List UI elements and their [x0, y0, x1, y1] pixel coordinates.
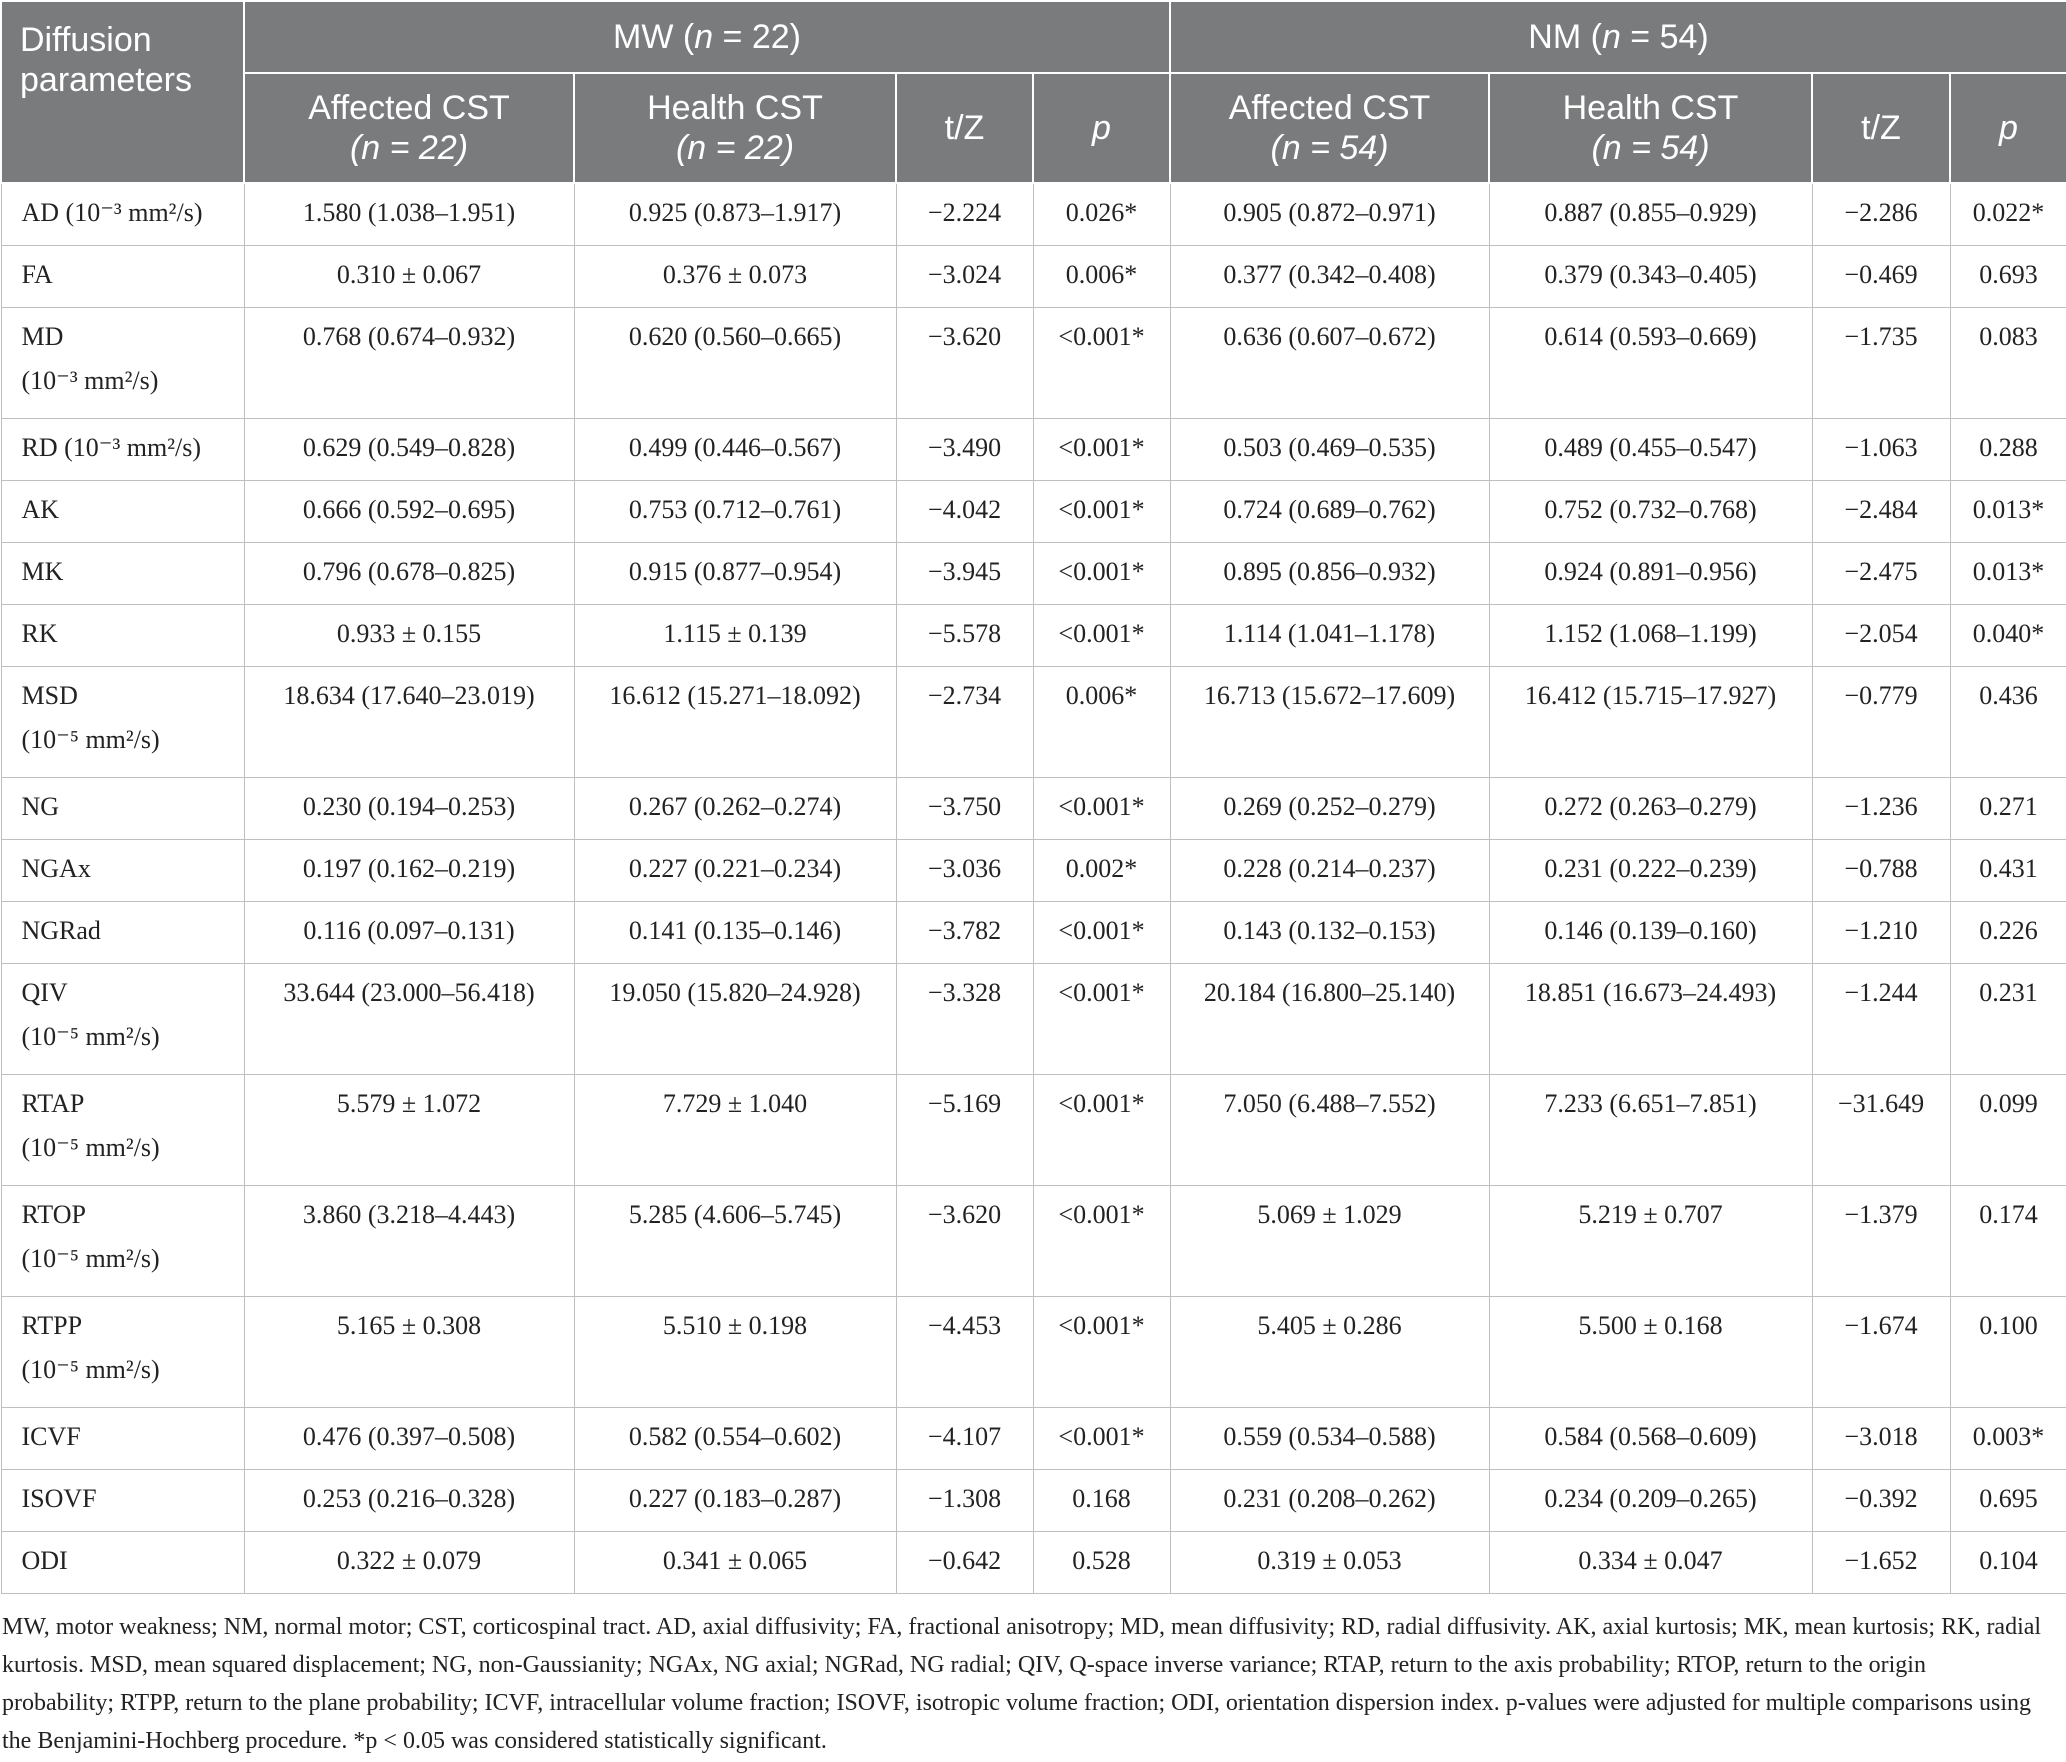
cell-mw-affected: 5.165 ± 0.308 [244, 1296, 574, 1407]
table-row [1, 1074, 2066, 1185]
cell-nm-health: 0.146 (0.139–0.160) [1489, 901, 1812, 963]
cell-nm-tz: −1.236 [1812, 777, 1950, 839]
cell-nm-tz: −2.054 [1812, 604, 1950, 666]
group-nm-label: NM ( [1528, 18, 1602, 56]
cell-mw-affected: 0.310 ± 0.067 [244, 245, 574, 307]
cell-nm-tz: −2.475 [1812, 542, 1950, 604]
cell-mw-health: 5.510 ± 0.198 [574, 1296, 896, 1407]
param-label: ICVF [21, 1421, 81, 1451]
cell-mw-tz: −3.024 [896, 245, 1033, 307]
cell-nm-affected: 0.636 (0.607–0.672) [1170, 307, 1489, 418]
param-label: NGRad [21, 915, 101, 945]
cell-nm-tz: −1.652 [1812, 1531, 1950, 1593]
col-header-mw-affected [244, 73, 574, 183]
col-header-mw-p [1033, 73, 1170, 183]
cell-nm-affected: 0.559 (0.534–0.588) [1170, 1407, 1489, 1469]
cell-nm-health: 0.379 (0.343–0.405) [1489, 245, 1812, 307]
param-label: RTPP [21, 1310, 83, 1340]
group-nm-n: n [1601, 18, 1621, 56]
cell-mw-p: 0.528 [1033, 1531, 1170, 1593]
cell-mw-health: 0.227 (0.183–0.287) [574, 1469, 896, 1531]
cell-mw-p: 0.002* [1033, 839, 1170, 901]
cell-mw-p: <0.001* [1033, 1074, 1170, 1185]
cell-nm-p: 0.695 [1950, 1469, 2066, 1531]
cell-mw-p: <0.001* [1033, 480, 1170, 542]
table-row [1, 777, 2066, 839]
param-name [1, 1296, 244, 1407]
col-header-mw-health [574, 73, 896, 183]
table-row [1, 1296, 2066, 1407]
cell-mw-health: 0.227 (0.221–0.234) [574, 839, 896, 901]
table-row [1, 542, 2066, 604]
col-header-title: Health CST [647, 89, 823, 127]
table-row [1, 604, 2066, 666]
cell-mw-tz: −2.734 [896, 666, 1033, 777]
cell-nm-affected: 7.050 (6.488–7.552) [1170, 1074, 1489, 1185]
param-label: MD [21, 321, 64, 351]
param-name [1, 307, 244, 418]
param-name [1, 777, 244, 839]
cell-mw-health: 5.285 (4.606–5.745) [574, 1185, 896, 1296]
table-row [1, 901, 2066, 963]
table-row [1, 1469, 2066, 1531]
cell-nm-health: 0.887 (0.855–0.929) [1489, 183, 1812, 245]
cell-nm-health: 16.412 (15.715–17.927) [1489, 666, 1812, 777]
table-row [1, 183, 2066, 245]
param-label: MK [21, 556, 64, 586]
cell-nm-health: 0.924 (0.891–0.956) [1489, 542, 1812, 604]
col-header-nm-tz [1812, 73, 1950, 183]
cell-nm-p: 0.100 [1950, 1296, 2066, 1407]
cell-mw-tz: −4.042 [896, 480, 1033, 542]
cell-mw-p: <0.001* [1033, 418, 1170, 480]
param-name [1, 245, 244, 307]
cell-mw-affected: 0.253 (0.216–0.328) [244, 1469, 574, 1531]
cell-mw-affected: 3.860 (3.218–4.443) [244, 1185, 574, 1296]
col-header-mw-tz [896, 73, 1033, 183]
param-label: RK [21, 618, 58, 648]
col-header-title: t/Z [1861, 109, 1901, 147]
cell-mw-affected: 1.580 (1.038–1.951) [244, 183, 574, 245]
col-header-nm-health [1489, 73, 1812, 183]
cell-nm-p: 0.083 [1950, 307, 2066, 418]
param-name [1, 542, 244, 604]
cell-mw-affected: 0.629 (0.549–0.828) [244, 418, 574, 480]
cell-nm-p: 0.013* [1950, 480, 2066, 542]
cell-nm-tz: −2.484 [1812, 480, 1950, 542]
group-mw-label: MW ( [613, 18, 695, 56]
param-label: AK [21, 494, 60, 524]
cell-nm-tz: −1.063 [1812, 418, 1950, 480]
param-unit: (10⁻⁵ mm²/s) [21, 1021, 160, 1051]
cell-nm-affected: 20.184 (16.800–25.140) [1170, 963, 1489, 1074]
cell-mw-p: <0.001* [1033, 963, 1170, 1074]
cell-mw-tz: −3.036 [896, 839, 1033, 901]
table-row [1, 307, 2066, 418]
table-row [1, 418, 2066, 480]
cell-nm-affected: 16.713 (15.672–17.609) [1170, 666, 1489, 777]
cell-nm-affected: 0.377 (0.342–0.408) [1170, 245, 1489, 307]
table-footnote: MW, motor weakness; NM, normal motor; CST, corticospinal tract. AD, axial diffusivity; FA, fractional anisotropy; MD, mean diffusivity; RD, radial diffusivity. AK, axial kurtosis; MK, mean kurtosis; RK, radial kurtosis. MSD, mean squared displacement; NG, non-Gaussianity; NGAx, NG axial; NGRad, NG radial; QIV, Q-space inverse variance; RTAP, return to the axis probability; RTOP, return to the origin probability; RTPP, return to the plane probability; ICVF, intracellular volume fraction; ISOVF, isotropic volume fraction; ODI, orientation dispersion index. p-values were adjusted for multiple comparisons using the Benjamini-Hochberg procedure. *p < 0.05 was considered statistically significant. [2, 1614, 2042, 1754]
cell-nm-p: 0.288 [1950, 418, 2066, 480]
cell-mw-tz: −3.328 [896, 963, 1033, 1074]
param-name [1, 480, 244, 542]
cell-mw-health: 0.141 (0.135–0.146) [574, 901, 896, 963]
cell-nm-health: 0.272 (0.263–0.279) [1489, 777, 1812, 839]
param-unit: (10⁻⁵ mm²/s) [21, 1354, 160, 1384]
param-label: RTAP [21, 1088, 85, 1118]
cell-mw-p: <0.001* [1033, 307, 1170, 418]
cell-nm-p: 0.022* [1950, 183, 2066, 245]
cell-mw-tz: −3.750 [896, 777, 1033, 839]
cell-mw-p: <0.001* [1033, 604, 1170, 666]
cell-mw-p: 0.026* [1033, 183, 1170, 245]
cell-nm-health: 18.851 (16.673–24.493) [1489, 963, 1812, 1074]
param-label: QIV [21, 977, 68, 1007]
cell-nm-affected: 0.143 (0.132–0.153) [1170, 901, 1489, 963]
cell-mw-p: <0.001* [1033, 1407, 1170, 1469]
cell-mw-affected: 18.634 (17.640–23.019) [244, 666, 574, 777]
cell-mw-affected: 5.579 ± 1.072 [244, 1074, 574, 1185]
cell-nm-health: 0.614 (0.593–0.669) [1489, 307, 1812, 418]
cell-mw-tz: −3.490 [896, 418, 1033, 480]
cell-nm-p: 0.099 [1950, 1074, 2066, 1185]
cell-mw-tz: −5.578 [896, 604, 1033, 666]
cell-mw-tz: −3.945 [896, 542, 1033, 604]
param-column-header: Diffusion parameters [1, 1, 244, 183]
cell-mw-health: 0.582 (0.554–0.602) [574, 1407, 896, 1469]
col-header-nm-p [1950, 73, 2066, 183]
cell-nm-health: 0.334 ± 0.047 [1489, 1531, 1812, 1593]
cell-nm-tz: −1.210 [1812, 901, 1950, 963]
param-label: NGAx [21, 853, 91, 883]
cell-mw-affected: 0.322 ± 0.079 [244, 1531, 574, 1593]
param-name [1, 1185, 244, 1296]
cell-nm-tz: −3.018 [1812, 1407, 1950, 1469]
cell-mw-affected: 0.666 (0.592–0.695) [244, 480, 574, 542]
group-nm-count: = 54) [1620, 18, 1709, 56]
cell-nm-p: 0.040* [1950, 604, 2066, 666]
group-header-nm [1170, 1, 2066, 73]
table-row [1, 1531, 2066, 1593]
table-row [1, 666, 2066, 777]
param-unit: (10⁻⁵ mm²/s) [21, 1132, 160, 1162]
table-row [1, 480, 2066, 542]
cell-mw-tz: −2.224 [896, 183, 1033, 245]
cell-mw-affected: 0.116 (0.097–0.131) [244, 901, 574, 963]
cell-mw-health: 0.753 (0.712–0.761) [574, 480, 896, 542]
cell-mw-health: 0.620 (0.560–0.665) [574, 307, 896, 418]
cell-nm-health: 5.219 ± 0.707 [1489, 1185, 1812, 1296]
cell-nm-p: 0.436 [1950, 666, 2066, 777]
param-name [1, 839, 244, 901]
param-unit: (10⁻³ mm²/s) [21, 365, 159, 395]
param-label: ODI [21, 1545, 68, 1575]
cell-nm-affected: 5.069 ± 1.029 [1170, 1185, 1489, 1296]
cell-nm-tz: −1.379 [1812, 1185, 1950, 1296]
cell-mw-affected: 0.476 (0.397–0.508) [244, 1407, 574, 1469]
col-header-title: Health CST [1562, 89, 1739, 127]
group-header-mw [244, 1, 1170, 73]
cell-nm-tz: −0.392 [1812, 1469, 1950, 1531]
cell-nm-p: 0.174 [1950, 1185, 2066, 1296]
col-header-n: (n = 22) [349, 129, 469, 167]
col-header-nm-affected [1170, 73, 1489, 183]
param-label: MSD [21, 680, 78, 710]
cell-nm-tz: −1.674 [1812, 1296, 1950, 1407]
cell-mw-health: 0.499 (0.446–0.567) [574, 418, 896, 480]
cell-nm-p: 0.431 [1950, 839, 2066, 901]
cell-mw-tz: −3.782 [896, 901, 1033, 963]
cell-nm-health: 0.584 (0.568–0.609) [1489, 1407, 1812, 1469]
param-name [1, 1531, 244, 1593]
param-name [1, 666, 244, 777]
cell-nm-health: 0.752 (0.732–0.768) [1489, 480, 1812, 542]
cell-mw-p: <0.001* [1033, 777, 1170, 839]
cell-mw-health: 7.729 ± 1.040 [574, 1074, 896, 1185]
cell-mw-p: <0.001* [1033, 1185, 1170, 1296]
table-row [1, 1185, 2066, 1296]
cell-nm-affected: 0.319 ± 0.053 [1170, 1531, 1489, 1593]
cell-mw-tz: −0.642 [896, 1531, 1033, 1593]
cell-mw-tz: −3.620 [896, 1185, 1033, 1296]
cell-nm-health: 0.231 (0.222–0.239) [1489, 839, 1812, 901]
cell-mw-p: 0.006* [1033, 245, 1170, 307]
cell-mw-p: 0.168 [1033, 1469, 1170, 1531]
cell-mw-p: 0.006* [1033, 666, 1170, 777]
param-name [1, 1074, 244, 1185]
cell-nm-tz: −1.735 [1812, 307, 1950, 418]
param-name [1, 901, 244, 963]
cell-mw-health: 0.925 (0.873–1.917) [574, 183, 896, 245]
cell-mw-affected: 33.644 (23.000–56.418) [244, 963, 574, 1074]
cell-nm-tz: −1.244 [1812, 963, 1950, 1074]
cell-mw-affected: 0.796 (0.678–0.825) [244, 542, 574, 604]
cell-nm-tz: −0.788 [1812, 839, 1950, 901]
cell-mw-tz: −4.107 [896, 1407, 1033, 1469]
cell-mw-tz: −5.169 [896, 1074, 1033, 1185]
cell-nm-affected: 0.905 (0.872–0.971) [1170, 183, 1489, 245]
cell-mw-health: 0.376 ± 0.073 [574, 245, 896, 307]
param-label: AD (10⁻³ mm²/s) [21, 198, 203, 227]
cell-nm-affected: 0.269 (0.252–0.279) [1170, 777, 1489, 839]
cell-nm-tz: −0.469 [1812, 245, 1950, 307]
param-name [1, 1407, 244, 1469]
cell-nm-p: 0.003* [1950, 1407, 2066, 1469]
cell-mw-tz: −3.620 [896, 307, 1033, 418]
param-unit: (10⁻⁵ mm²/s) [21, 1243, 160, 1273]
col-header-n: (n = 54) [1270, 129, 1389, 167]
param-label: RD (10⁻³ mm²/s) [21, 432, 202, 462]
cell-mw-tz: −4.453 [896, 1296, 1033, 1407]
cell-mw-affected: 0.197 (0.162–0.219) [244, 839, 574, 901]
cell-nm-tz: −0.779 [1812, 666, 1950, 777]
col-header-title: t/Z [944, 109, 985, 147]
cell-nm-health: 1.152 (1.068–1.199) [1489, 604, 1812, 666]
param-label: ISOVF [21, 1483, 97, 1513]
table-row [1, 1407, 2066, 1469]
table-row [1, 245, 2066, 307]
table-row [1, 963, 2066, 1074]
col-header-title: Affected CST [308, 89, 510, 127]
col-header-title: p [1092, 109, 1111, 147]
cell-mw-p: <0.001* [1033, 901, 1170, 963]
cell-nm-affected: 0.231 (0.208–0.262) [1170, 1469, 1489, 1531]
param-name [1, 1469, 244, 1531]
group-mw-count: = 22) [713, 18, 801, 56]
cell-nm-tz: −2.286 [1812, 183, 1950, 245]
cell-mw-p: <0.001* [1033, 542, 1170, 604]
param-name [1, 418, 244, 480]
col-header-n: (n = 22) [675, 129, 795, 167]
table-row [1, 839, 2066, 901]
cell-mw-health: 16.612 (15.271–18.092) [574, 666, 896, 777]
col-header-title: p [1999, 109, 2018, 147]
cell-nm-p: 0.693 [1950, 245, 2066, 307]
cell-nm-health: 5.500 ± 0.168 [1489, 1296, 1812, 1407]
cell-nm-health: 0.489 (0.455–0.547) [1489, 418, 1812, 480]
param-label: FA [21, 259, 53, 289]
param-unit: (10⁻⁵ mm²/s) [21, 724, 160, 754]
col-header-title: Affected CST [1228, 89, 1431, 127]
cell-nm-affected: 1.114 (1.041–1.178) [1170, 604, 1489, 666]
cell-mw-p: <0.001* [1033, 1296, 1170, 1407]
cell-mw-health: 0.915 (0.877–0.954) [574, 542, 896, 604]
cell-nm-p: 0.226 [1950, 901, 2066, 963]
cell-nm-health: 0.234 (0.209–0.265) [1489, 1469, 1812, 1531]
cell-nm-tz: −31.649 [1812, 1074, 1950, 1185]
cell-nm-affected: 0.724 (0.689–0.762) [1170, 480, 1489, 542]
cell-nm-p: 0.104 [1950, 1531, 2066, 1593]
param-label: RTOP [21, 1199, 86, 1229]
group-mw-n: n [694, 18, 714, 56]
cell-nm-health: 7.233 (6.651–7.851) [1489, 1074, 1812, 1185]
cell-mw-health: 0.341 ± 0.065 [574, 1531, 896, 1593]
cell-mw-health: 19.050 (15.820–24.928) [574, 963, 896, 1074]
cell-nm-p: 0.231 [1950, 963, 2066, 1074]
param-name [1, 604, 244, 666]
cell-mw-affected: 0.933 ± 0.155 [244, 604, 574, 666]
cell-mw-affected: 0.768 (0.674–0.932) [244, 307, 574, 418]
cell-mw-health: 1.115 ± 0.139 [574, 604, 896, 666]
cell-nm-affected: 0.503 (0.469–0.535) [1170, 418, 1489, 480]
col-header-n: (n = 54) [1591, 129, 1710, 167]
cell-nm-affected: 5.405 ± 0.286 [1170, 1296, 1489, 1407]
cell-nm-affected: 0.228 (0.214–0.237) [1170, 839, 1489, 901]
cell-nm-affected: 0.895 (0.856–0.932) [1170, 542, 1489, 604]
param-name [1, 183, 244, 245]
param-name [1, 963, 244, 1074]
cell-mw-health: 0.267 (0.262–0.274) [574, 777, 896, 839]
cell-nm-p: 0.013* [1950, 542, 2066, 604]
cell-nm-p: 0.271 [1950, 777, 2066, 839]
param-label: NG [21, 791, 60, 821]
cell-mw-affected: 0.230 (0.194–0.253) [244, 777, 574, 839]
cell-mw-tz: −1.308 [896, 1469, 1033, 1531]
